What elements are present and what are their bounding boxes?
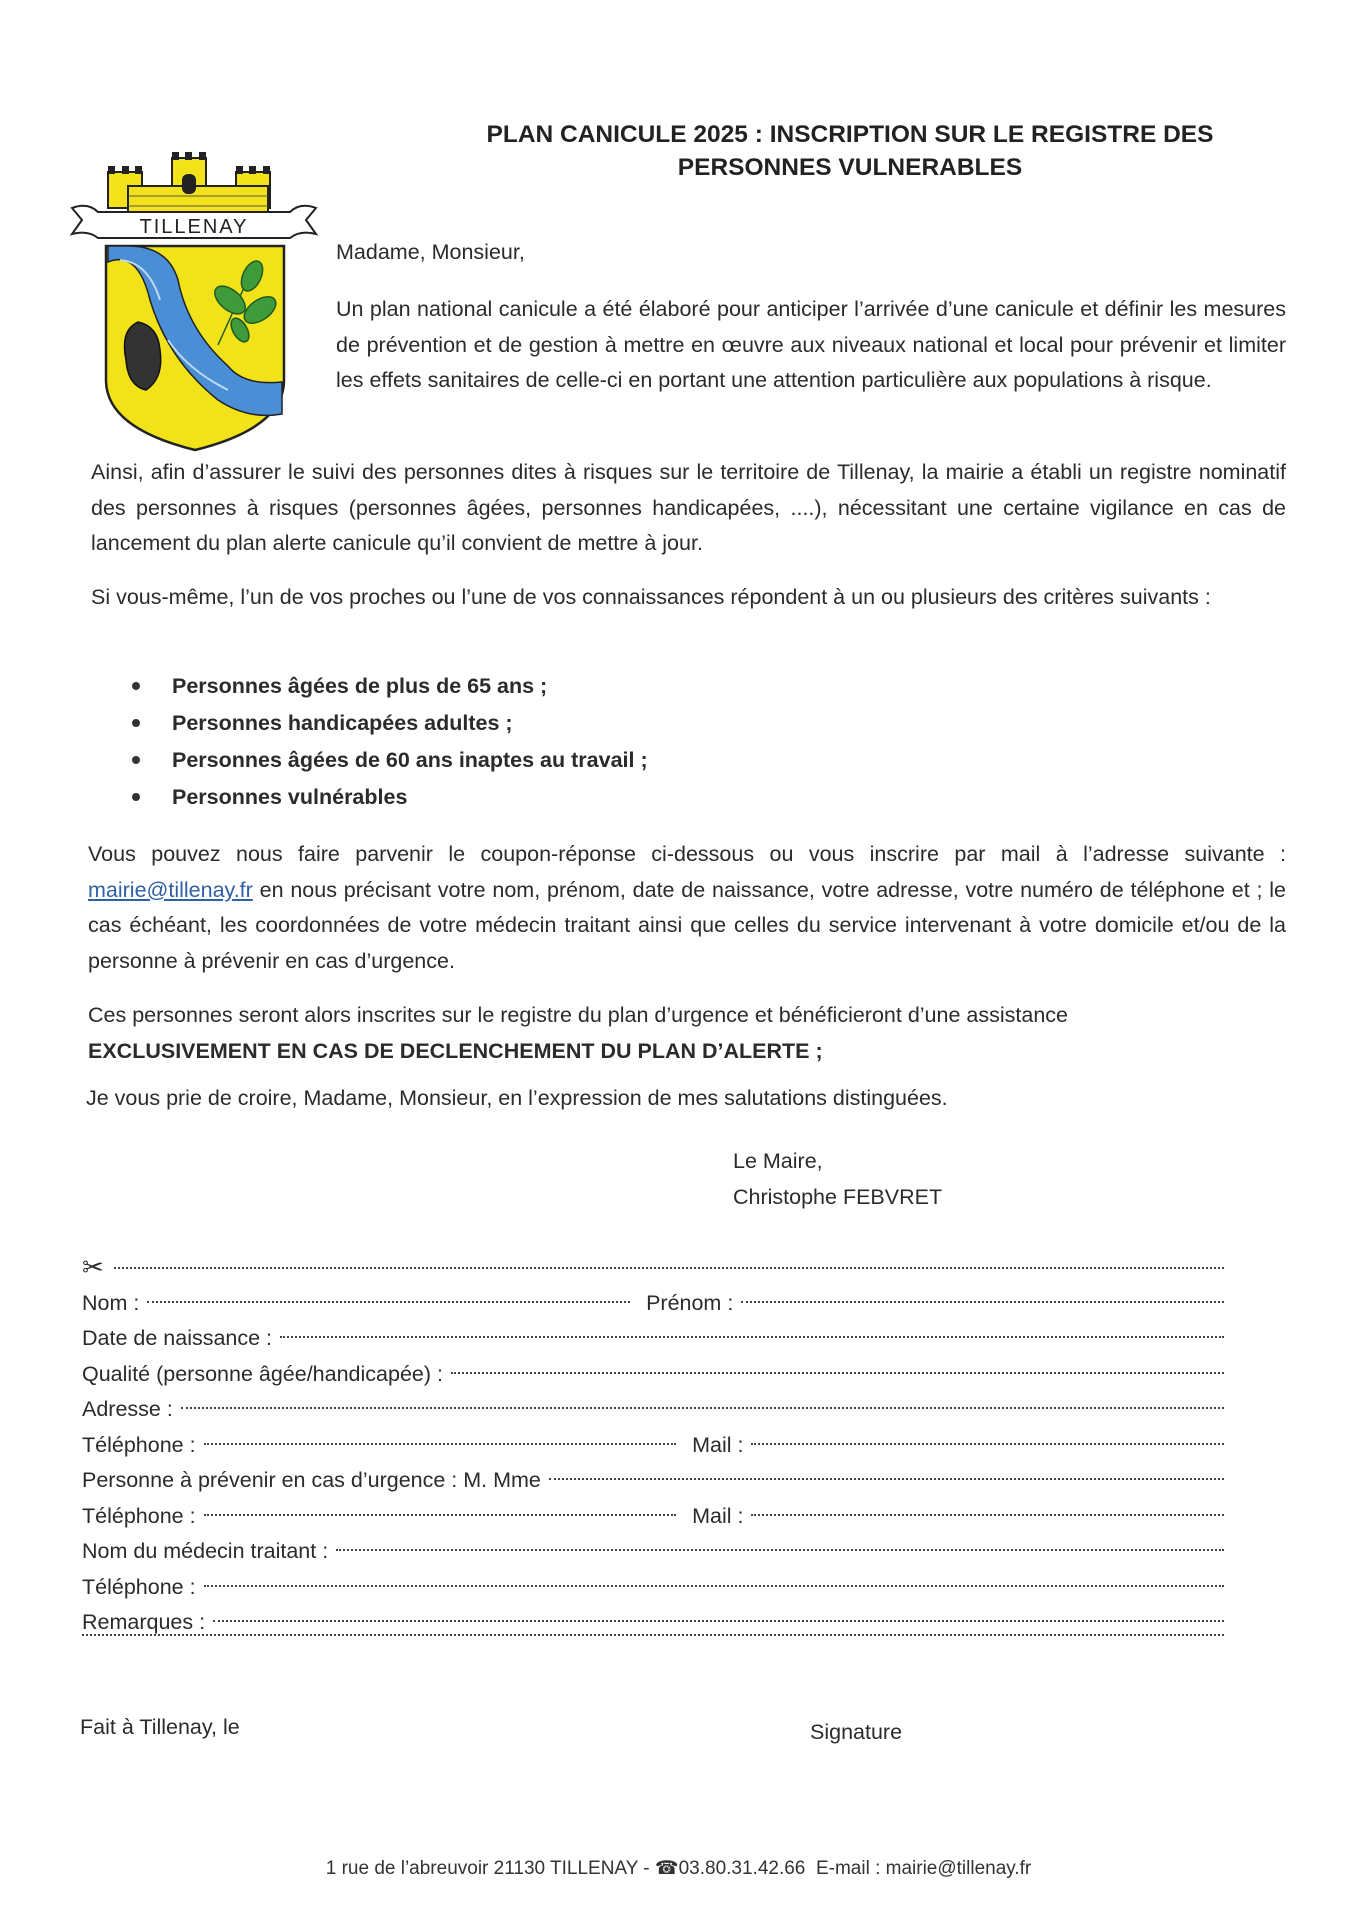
urgence-telephone-field[interactable] <box>204 1514 677 1516</box>
date-naissance-label: Date de naissance : <box>82 1326 273 1350</box>
telephone-field[interactable] <box>204 1443 677 1445</box>
coupon-cut-line <box>82 1250 1230 1286</box>
paragraph-closing: Je vous prie de croire, Madame, Monsieur, en l’expression de mes salutations distinguées. <box>86 1086 948 1110</box>
list-item: Personnes vulnérables <box>128 779 648 816</box>
bullet-icon <box>132 756 140 764</box>
paragraph-inscription: Vous pouvez nous faire parvenir le coupon-réponse ci-dessous ou vous inscrire par mail à l’adresse suivante : mairie@tillenay.fr en nous précisant votre nom, prénom, date de naissance, votre adresse, votre numéro de téléphone et ; le cas échéant, les coordonnées de votre médecin traitant ainsi que celles du service intervenant à votre domicile et/ou de la personne à prévenir en cas d’urgence. <box>88 842 1286 973</box>
title-line-1: PLAN CANICULE 2025 : INSCRIPTION SUR LE REGISTRE DES <box>486 121 1214 148</box>
paragraph-registre: Ainsi, afin d’assurer le suivi des personnes dites à risques sur le territoire de Tillenay, la mairie a établi un registre nominatif des personnes à risques (personnes âgées, personnes handicapées, ....), nécessitant une certaine vigilance en cas de lancement du plan alerte canicule qu’il convient de mettre à jour. <box>91 460 1286 555</box>
signature-label: Signature <box>810 1720 903 1744</box>
coupon-row-telephone-mail <box>82 1428 1230 1464</box>
medecin-field[interactable] <box>336 1549 1224 1551</box>
urgence-mail-field[interactable] <box>751 1514 1224 1516</box>
coupon-row-urgence-telephone-mail <box>82 1499 1230 1535</box>
medecin-telephone-label: Téléphone : <box>82 1574 196 1599</box>
footer-address: 1 rue de l’abreuvoir 21130 TILLENAY - <box>325 1858 655 1879</box>
date-naissance-field[interactable] <box>280 1336 1224 1338</box>
alert-emphasis: EXCLUSIVEMENT EN CAS DE DECLENCHEMENT DU PLAN D’ALERTE ; <box>88 1038 823 1063</box>
coupon-row-adresse <box>82 1392 1230 1428</box>
bullet-icon <box>132 793 140 801</box>
signer-name: Christophe FEBVRET <box>733 1185 943 1209</box>
bullet-icon <box>132 719 140 727</box>
coupon-row-date-naissance <box>82 1321 1230 1357</box>
footer-phone: 03.80.31.42.66 <box>678 1858 806 1879</box>
coupon-row-medecin <box>82 1534 1230 1570</box>
urgence-telephone-label: Téléphone : <box>82 1503 196 1528</box>
personne-prevenir-field[interactable] <box>549 1478 1224 1480</box>
coupon-row-nom <box>82 1286 1230 1322</box>
medecin-telephone-field[interactable] <box>204 1585 1224 1587</box>
qualite-label: Qualité (personne âgée/handicapée) : <box>82 1361 443 1386</box>
mail-field[interactable] <box>751 1443 1224 1445</box>
cut-dotted-line <box>114 1267 1224 1269</box>
reply-coupon <box>82 1250 1230 1676</box>
coupon-row-qualite <box>82 1357 1230 1393</box>
signer-title: Le Maire, <box>733 1149 823 1173</box>
telephone-label: Téléphone : <box>82 1432 196 1457</box>
adresse-label: Adresse : <box>82 1397 173 1421</box>
paragraph-assistance: Ces personnes seront alors inscrites sur le registre du plan d’urgence et bénéficieront d’une assistance EXCLUSIVEMENT EN CAS DE DECLENCHEMENT DU PLAN D’ALERTE ; <box>88 1003 1068 1063</box>
nom-label: Nom : <box>82 1290 140 1315</box>
medecin-label: Nom du médecin traitant : <box>82 1539 329 1563</box>
coupon-row-remarques-continued <box>82 1641 1230 1677</box>
crest-banner-text: TILLENAY <box>139 216 249 238</box>
personne-prevenir-label: Personne à prévenir en cas d’urgence : M. Mme <box>82 1468 541 1492</box>
paragraph-intro: Un plan national canicule a été élaboré pour anticiper l’arrivée d’une canicule et définir les mesures de prévention et de gestion à mettre en œuvre aux niveaux national et local pour prévenir et limiter les effets sanitaires de celle-ci en portant une attention particulière aux populations à risque. <box>336 297 1286 392</box>
scissors-icon: ✂ <box>82 1252 104 1282</box>
list-item: Personnes handicapées adultes ; <box>128 705 648 742</box>
remarques-label: Remarques : <box>82 1610 206 1634</box>
page-footer <box>0 1857 1357 1880</box>
tillenay-crest-logo <box>68 150 320 460</box>
qualite-field[interactable] <box>451 1372 1224 1374</box>
criteria-list <box>128 668 648 816</box>
prenom-label: Prénom : <box>646 1290 734 1315</box>
paragraph-criteres: Si vous-même, l’un de vos proches ou l’une de vos connaissances répondent à un ou plusieurs des critères suivants : <box>91 585 1211 609</box>
coupon-row-personne-prevenir <box>82 1463 1230 1499</box>
title-line-2: PERSONNES VULNERABLES <box>677 154 1023 181</box>
fait-a-label: Fait à Tillenay, le <box>80 1715 240 1739</box>
footer-email: E-mail : mairie@tillenay.fr <box>805 1858 1032 1879</box>
remarques-field[interactable] <box>213 1620 1224 1622</box>
email-link[interactable]: mairie@tillenay.fr <box>88 877 253 902</box>
prenom-field[interactable] <box>741 1301 1224 1303</box>
remarques-field-line-2[interactable] <box>82 1634 1224 1636</box>
list-item: Personnes âgées de plus de 65 ans ; <box>128 668 648 705</box>
signature-block <box>733 1143 942 1215</box>
nom-field[interactable] <box>147 1301 630 1303</box>
urgence-mail-label: Mail : <box>692 1503 744 1528</box>
bullet-icon <box>132 682 140 690</box>
document-title <box>430 118 1270 184</box>
mail-label: Mail : <box>692 1432 744 1457</box>
list-item: Personnes âgées de 60 ans inaptes au travail ; <box>128 742 648 779</box>
phone-icon: ☎ <box>654 1858 679 1879</box>
salutation: Madame, Monsieur, <box>336 240 525 264</box>
coupon-row-medecin-telephone <box>82 1570 1230 1606</box>
adresse-field[interactable] <box>181 1407 1224 1409</box>
